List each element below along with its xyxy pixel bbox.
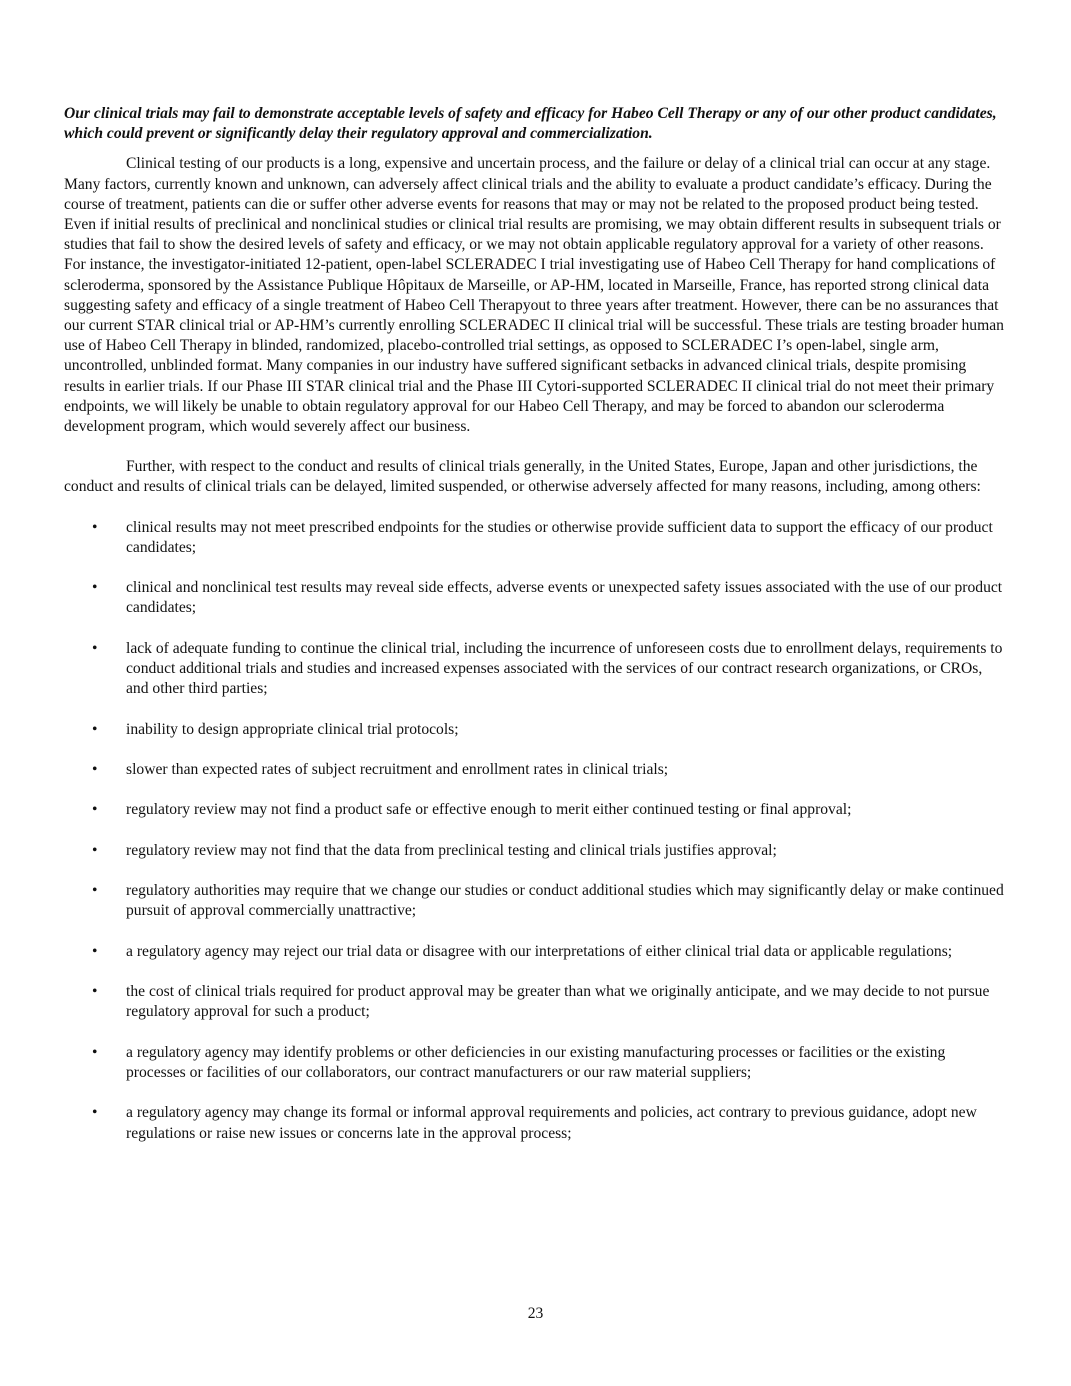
list-item-text: a regulatory agency may reject our trial data or disagree with our interpretations of either clinical trial data or applicable regulations; [126,942,953,960]
list-item [64,720,1007,740]
bullet-icon: • [92,1043,98,1061]
bullet-icon: • [92,841,98,859]
list-item-text: regulatory authorities may require that we change our studies or conduct additional studies which may significantly delay or make continued pursuit of approval commercially unattractive; [126,882,1004,920]
bullet-icon: • [92,983,98,1001]
list-item-text: regulatory review may not find a product safe or effective enough to merit either continued testing or final approval; [126,801,852,819]
list-item [64,982,1007,1022]
body-paragraph-conduct-results: Further, with respect to the conduct and results of clinical trials generally, in the United States, Europe, Japan and other jurisdictions, the conduct and results of clinical trials can be delayed, limited suspended, or otherwise adversely affected for many reasons, including, among others: [64,458,981,496]
list-item [64,841,1007,861]
list-item [64,800,1007,820]
list-item-text: a regulatory agency may change its formal or informal approval requirements and policies, act contrary to previous guidance, adopt new regulations or raise new issues or concerns late in the approval process; [126,1104,977,1142]
risk-bullet-list [64,518,1007,1144]
bullet-icon: • [92,882,98,900]
list-item-text: clinical and nonclinical test results may reveal side effects, adverse events or unexpected safety issues associated with the use of our product candidates; [126,579,1003,617]
list-item [64,760,1007,780]
list-item-text: a regulatory agency may identify problems or other deficiencies in our existing manufacturing processes or facilities or the existing processes or facilities of our collaborators, our contract manufacturers or our raw material suppliers; [126,1043,946,1081]
bullet-icon: • [92,801,98,819]
section-heading: Our clinical trials may fail to demonstrate acceptable levels of safety and efficacy for Habeo Cell Therapy or any of our other product candidates, which could prevent or significantly delay their regulatory approval and commercialization. [64,105,997,143]
page-number: 23 [527,1305,544,1322]
list-item [64,518,1007,558]
list-item-text: inability to design appropriate clinical trial protocols; [126,720,459,738]
list-item-text: clinical results may not meet prescribed endpoints for the studies or otherwise provide sufficient data to support the efficacy of our product candidates; [126,518,993,556]
list-item-text: lack of adequate funding to continue the clinical trial, including the incurrence of unforeseen costs due to enrollment delays, requirements to conduct additional trials and studies and increased expenses associated with the services of our contract research organizations, or CROs, and other third parties; [126,639,1003,698]
bullet-icon: • [92,761,98,779]
list-item-text: regulatory review may not find that the data from preclinical testing and clinical trials justifies approval; [126,841,777,859]
bullet-icon: • [92,579,98,597]
list-item [64,1043,1007,1083]
list-item-text: slower than expected rates of subject recruitment and enrollment rates in clinical trials; [126,761,669,779]
list-item [64,942,1007,962]
bullet-icon: • [92,942,98,960]
list-item [64,578,1007,618]
list-item [64,1103,1007,1143]
list-item [64,639,1007,700]
bullet-icon: • [92,720,98,738]
list-item-text: the cost of clinical trials required for product approval may be greater than what we originally anticipate, and we may decide to not pursue regulatory approval for such a product; [126,983,990,1021]
bullet-icon: • [92,639,98,657]
body-paragraph-clinical-testing: Clinical testing of our products is a long, expensive and uncertain process, and the failure or delay of a clinical trial can occur at any stage. Many factors, currently known and unknown, can adversely affect clinical trials and the ability to evaluate a product candidate’s efficacy. During the course of treatment, patients can die or suffer other adverse events for reasons that may or may not be related to the proposed product being tested. Even if initial results of preclinical and nonclinical studies or clinical trial results are promising, we may obtain different results in subsequent trials or studies that fail to show the desired levels of safety and efficacy, or we may not obtain applicable regulatory approval for a variety of other reasons. For instance, the investigator-initiated 12-patient, open-label SCLERADEC I trial investigating use of Habeo Cell Therapy for hand complications of scleroderma, sponsored by the Assistance Publique Hôpitaux de Marseille, or AP-HM, located in Marseille, France, has reported strong clinical data suggesting safety and efficacy of a single treatment of Habeo Cell Therapyout to three years after treatment. However, there can be no assurances that our current STAR clinical trial or AP-HM’s currently enrolling SCLERADEC II clinical trial will be successful. These trials are testing broader human use of Habeo Cell Therapy in blinded, randomized, placebo-controlled trial settings, as opposed to SCLERADEC I’s open-label, single arm, uncontrolled, unblinded format. Many companies in our industry have suffered significant setbacks in advanced clinical trials, despite promising results in earlier trials. If our Phase III STAR clinical trial and the Phase III Cytori-supported SCLERADEC II clinical trial do not meet their primary endpoints, we will likely be unable to obtain regulatory approval for our Habeo Cell Therapy, and may be forced to abandon our scleroderma development program, which would severely affect our business. [64,155,1004,436]
bullet-icon: • [92,518,98,536]
list-item [64,881,1007,921]
bullet-icon: • [92,1104,98,1122]
